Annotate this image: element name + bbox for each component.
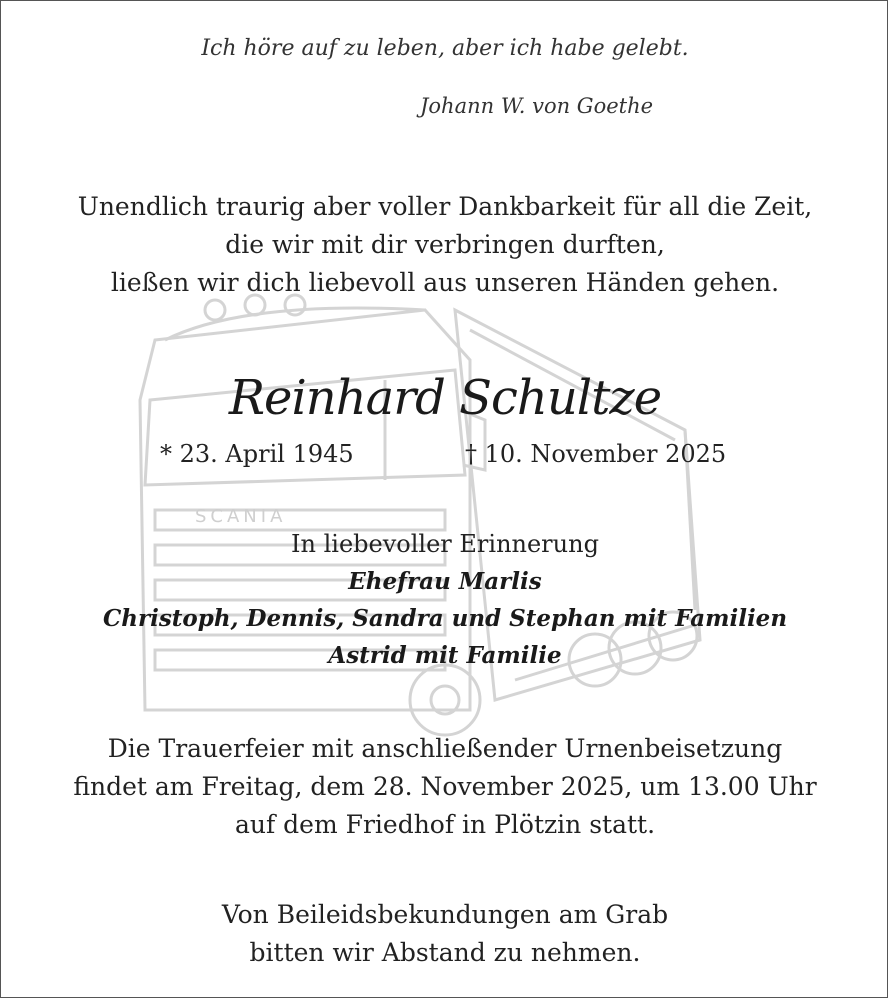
birth-date: * 23. April 1945 xyxy=(160,440,354,468)
goethe-quote: Ich höre auf zu leben, aber ich habe gelebt. xyxy=(201,36,689,61)
mourner-line-3: Astrid mit Familie xyxy=(328,642,562,669)
ceremony-line-3: auf dem Friedhof in Plötzin statt. xyxy=(234,810,656,839)
truck-illustration xyxy=(125,280,725,750)
closing-line-2: bitten wir Abstand zu nehmen. xyxy=(249,938,641,967)
quote-author: Johann W. von Goethe xyxy=(420,94,654,118)
ceremony-line-2: findet am Freitag, dem 28. November 2025, um 13.00 Uhr xyxy=(73,772,817,801)
deceased-name: Reinhard Schultze xyxy=(228,370,662,426)
death-date: † 10. November 2025 xyxy=(465,440,727,468)
mourner-line-1: Ehefrau Marlis xyxy=(348,568,542,595)
truck-logo-text: SCANIA xyxy=(195,506,287,527)
intro-line-3: ließen wir dich liebevoll aus unseren Händen gehen. xyxy=(110,268,780,297)
intro-line-2: die wir mit dir verbringen durften, xyxy=(225,230,665,259)
mourner-line-2: Christoph, Dennis, Sandra und Stephan mit Familien xyxy=(102,605,788,632)
intro-line-1: Unendlich traurig aber voller Dankbarkeit für all die Zeit, xyxy=(77,192,813,221)
closing-line-1: Von Beileidsbekundungen am Grab xyxy=(221,900,669,929)
mourners-heading: In liebevoller Erinnerung xyxy=(291,530,599,558)
ceremony-line-1: Die Trauerfeier mit anschließender Urnenbeisetzung xyxy=(107,734,783,763)
